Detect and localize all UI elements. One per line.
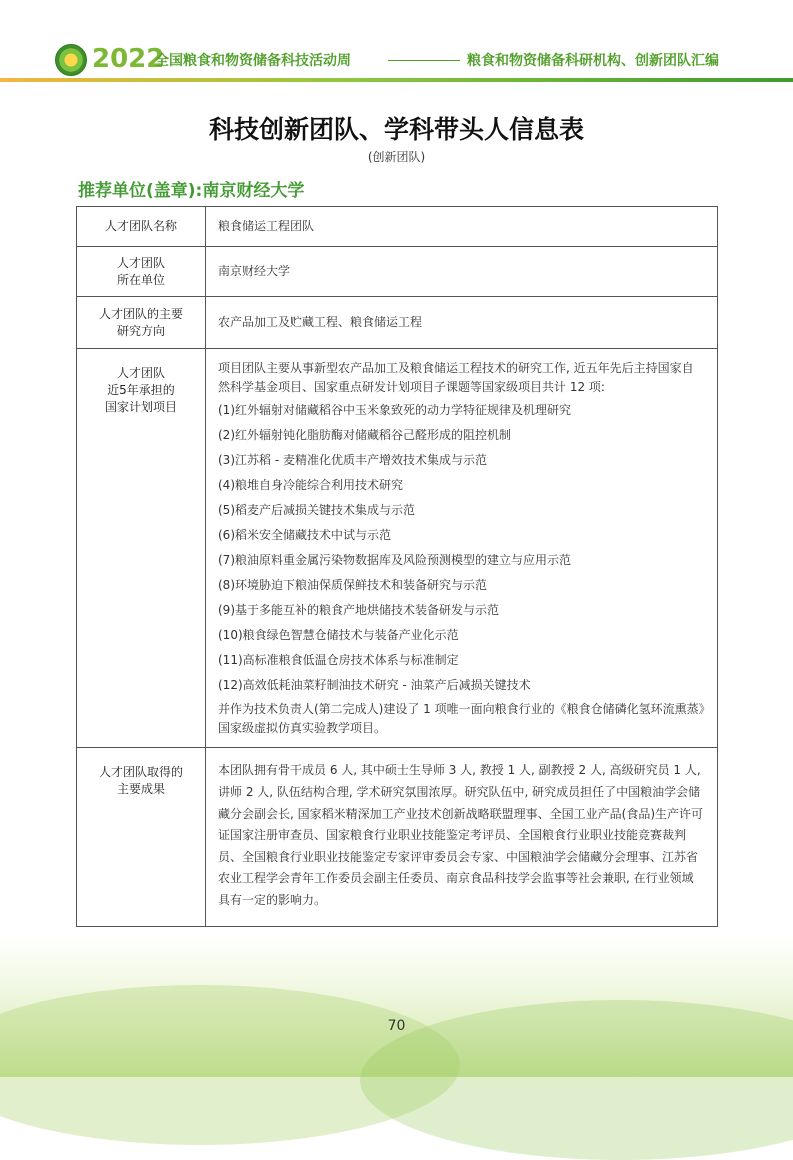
list-item: (7)粮油原料重金属污染物数据库及风险预测模型的建立与应用示范: [218, 553, 572, 568]
value-team-unit: 南京财经大学: [206, 247, 718, 297]
header-year: 2022: [92, 44, 165, 74]
list-item: (11)高标准粮食低温仓房技术体系与标准制定: [218, 653, 459, 668]
list-item: (3)江苏稻 - 麦精准化优质丰产增效技术集成与示范: [218, 453, 487, 468]
recommending-unit: 推荐单位(盖章):南京财经大学: [78, 181, 305, 201]
list-item: (9)基于多能互补的粮食产地烘储技术装备研发与示范: [218, 603, 500, 618]
header-color-bar: [0, 78, 793, 82]
projects-closing: 并作为技术负责人(第二完成人)建设了 1 项唯一面向粮食行业的《粮食仓储磷化氢环流熏蒸》国家级虚拟仿真实验教学项目。: [218, 702, 705, 735]
header-left-title: 全国粮食和物资储备科技活动周: [155, 53, 351, 69]
table-row-team-name: [77, 207, 718, 247]
label-team-unit-line2: 所在单位: [116, 272, 165, 287]
label-projects-line3: 国家计划项目: [104, 399, 177, 414]
page-header: [0, 0, 793, 80]
label-research: [77, 297, 206, 349]
list-item: (6)稻米安全储藏技术中试与示范: [218, 528, 391, 543]
list-item: (1)红外辐射对储藏稻谷中玉米象致死的动力学特征规律及机理研究: [218, 403, 572, 418]
page-subtitle: (创新团队): [367, 150, 426, 164]
value-research: 农产品加工及贮藏工程、粮食储运工程: [206, 297, 718, 349]
page-number: 70: [387, 1018, 406, 1034]
emblem-logo: [55, 44, 87, 76]
list-item: (8)环境胁迫下粮油保质保鲜技术和装备研究与示范: [218, 578, 487, 593]
value-projects: [206, 349, 718, 748]
header-right-title: 粮食和物资储备科研机构、创新团队汇编: [467, 53, 719, 69]
table-row-research: [77, 297, 718, 349]
label-projects-line2: 近5年承担的: [107, 382, 175, 397]
label-team-unit-line1: 人才团队: [116, 255, 165, 270]
list-item: (10)粮食绿色智慧仓储技术与装备产业化示范: [218, 628, 459, 643]
list-item: (12)高效低耗油菜籽制油技术研究 - 油菜产后减损关键技术: [218, 678, 531, 693]
info-table: [76, 206, 718, 927]
value-team-name: 粮食储运工程团队: [206, 207, 718, 247]
list-item: (2)红外辐射钝化脂肪酶对储藏稻谷己醛形成的阻控机制: [218, 428, 512, 443]
label-achievements: [77, 748, 206, 926]
list-item: (5)稻麦产后减损关键技术集成与示范: [218, 503, 415, 518]
label-projects: [77, 349, 206, 748]
list-item: (4)粮堆自身冷能综合利用技术研究: [218, 478, 403, 493]
table-row-projects: [77, 349, 718, 748]
value-achievements: [206, 748, 718, 926]
page-title: 科技创新团队、学科带头人信息表: [208, 115, 584, 144]
label-achievements-line2: 主要成果: [116, 782, 165, 797]
projects-intro: 项目团队主要从事新型农产品加工及粮食储运工程技术的研究工作, 近五年先后主持国家自然科学基金项目、国家重点研发计划项目子课题等国家级项目共计 12 项:: [218, 361, 694, 394]
label-achievements-line1: 人才团队取得的: [98, 765, 183, 780]
table-row-team-unit: [77, 247, 718, 297]
label-research-line1: 人才团队的主要: [98, 306, 183, 321]
header-divider-line: [388, 60, 460, 61]
label-research-line2: 研究方向: [116, 323, 165, 338]
label-projects-line1: 人才团队: [116, 366, 165, 380]
label-team-name: 人才团队名称: [77, 207, 206, 247]
label-team-unit: [77, 247, 206, 297]
achievements-text: 本团队拥有骨干成员 6 人, 其中硕士生导师 3 人, 教授 1 人, 副教授 2 人, 高级研究员 1 人, 讲师 2 人, 队伍结构合理, 学术研究氛围浓厚。研究队伍中, 研究成员担任了中国粮油学会储藏分会副会长, 国家稻米精深加工产业技术创新战略联盟理事、全国工业产品(食品)生产许可证国家注册审查员、国家粮食行业职业技能鉴定考评员、全国粮食行业职业技能竞赛裁判员、全国粮食行业职业技能鉴定专家评审委员会专家、中国粮油学会储藏分会理事、江苏省农业工程学会青年工作委员会副主任委员、南京食品科技学会监事等社会兼职, 在行业领域具有一定的影响力。: [218, 763, 703, 907]
table-row-achievements: [77, 748, 718, 926]
